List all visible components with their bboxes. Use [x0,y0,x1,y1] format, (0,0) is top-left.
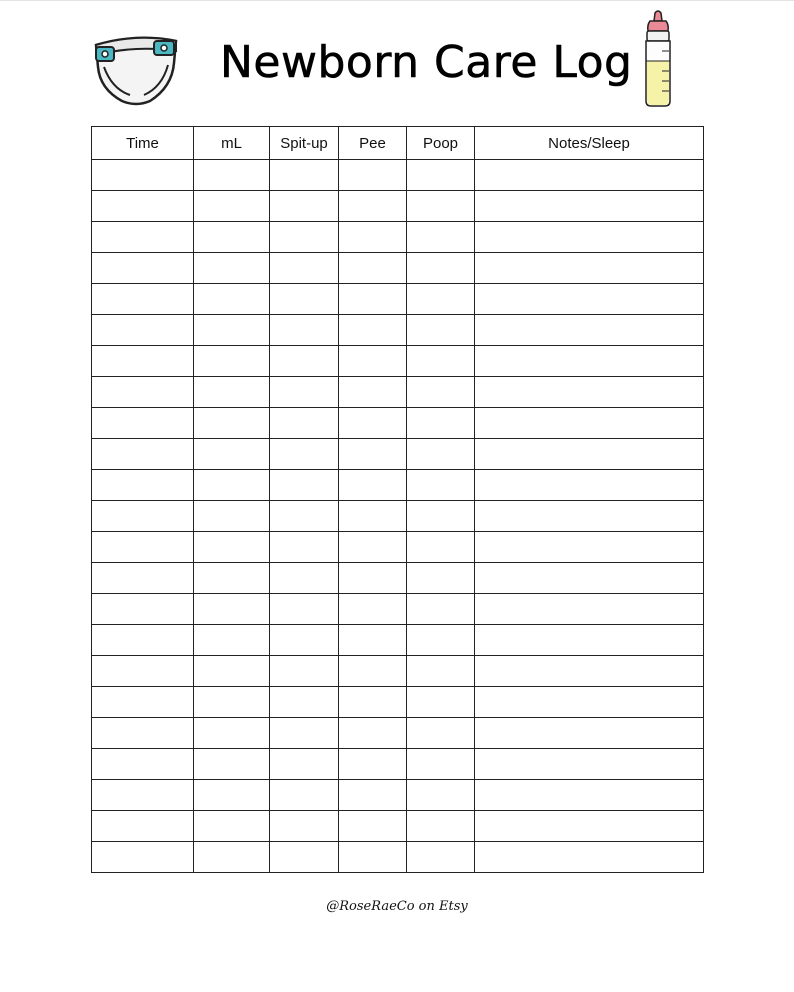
log-cell-poop[interactable] [407,408,475,439]
table-row [92,718,704,749]
log-cell-ml[interactable] [194,687,270,718]
log-cell-spit-up[interactable] [270,811,339,842]
log-cell-spit-up[interactable] [270,656,339,687]
log-cell-pee[interactable] [339,470,407,501]
log-cell-pee[interactable] [339,842,407,873]
log-cell-pee[interactable] [339,191,407,222]
table-row [92,222,704,253]
log-cell-ml[interactable] [194,532,270,563]
log-cell-poop[interactable] [407,749,475,780]
log-cell-ml[interactable] [194,315,270,346]
log-cell-poop[interactable] [407,253,475,284]
log-cell-poop[interactable] [407,718,475,749]
log-cell-pee[interactable] [339,408,407,439]
log-cell-spit-up[interactable] [270,284,339,315]
log-cell-notes-sleep[interactable] [475,718,704,749]
log-cell-poop[interactable] [407,346,475,377]
log-cell-notes-sleep[interactable] [475,377,704,408]
log-cell-time[interactable] [92,315,194,346]
log-cell-spit-up[interactable] [270,842,339,873]
log-cell-pee[interactable] [339,377,407,408]
table-row [92,315,704,346]
log-cell-time[interactable] [92,160,194,191]
log-cell-time[interactable] [92,563,194,594]
log-cell-pee[interactable] [339,811,407,842]
log-cell-time[interactable] [92,501,194,532]
log-cell-ml[interactable] [194,563,270,594]
table-row [92,811,704,842]
table-row [92,532,704,563]
table-row [92,656,704,687]
log-cell-poop[interactable] [407,532,475,563]
column-header-poop: Poop [407,127,475,160]
log-cell-notes-sleep[interactable] [475,501,704,532]
log-cell-pee[interactable] [339,749,407,780]
log-cell-spit-up[interactable] [270,470,339,501]
log-cell-poop[interactable] [407,191,475,222]
log-cell-ml[interactable] [194,594,270,625]
column-header-time: Time [92,127,194,160]
log-cell-ml[interactable] [194,439,270,470]
log-cell-ml[interactable] [194,470,270,501]
log-cell-notes-sleep[interactable] [475,253,704,284]
log-cell-ml[interactable] [194,222,270,253]
log-cell-ml[interactable] [194,625,270,656]
log-cell-notes-sleep[interactable] [475,284,704,315]
log-cell-pee[interactable] [339,284,407,315]
log-cell-pee[interactable] [339,687,407,718]
table-row [92,687,704,718]
log-cell-time[interactable] [92,594,194,625]
log-cell-poop[interactable] [407,656,475,687]
log-cell-poop[interactable] [407,160,475,191]
log-cell-poop[interactable] [407,811,475,842]
log-cell-poop[interactable] [407,625,475,656]
log-cell-pee[interactable] [339,718,407,749]
log-cell-time[interactable] [92,749,194,780]
log-cell-pee[interactable] [339,501,407,532]
log-cell-spit-up[interactable] [270,594,339,625]
log-cell-spit-up[interactable] [270,501,339,532]
log-cell-ml[interactable] [194,749,270,780]
log-cell-ml[interactable] [194,811,270,842]
log-cell-time[interactable] [92,656,194,687]
log-cell-spit-up[interactable] [270,408,339,439]
log-cell-time[interactable] [92,191,194,222]
log-cell-spit-up[interactable] [270,377,339,408]
log-cell-time[interactable] [92,470,194,501]
column-header-pee: Pee [339,127,407,160]
log-cell-spit-up[interactable] [270,749,339,780]
table-row [92,470,704,501]
table-row [92,377,704,408]
column-header-ml: mL [194,127,270,160]
log-cell-time[interactable] [92,718,194,749]
log-cell-ml[interactable] [194,284,270,315]
table-row [92,749,704,780]
log-cell-notes-sleep[interactable] [475,594,704,625]
log-cell-poop[interactable] [407,594,475,625]
table-row [92,842,704,873]
log-cell-spit-up[interactable] [270,222,339,253]
log-cell-spit-up[interactable] [270,532,339,563]
log-cell-notes-sleep[interactable] [475,780,704,811]
table-row [92,563,704,594]
table-row [92,191,704,222]
log-cell-spit-up[interactable] [270,625,339,656]
log-cell-notes-sleep[interactable] [475,191,704,222]
table-row [92,346,704,377]
log-cell-ml[interactable] [194,253,270,284]
log-cell-pee[interactable] [339,253,407,284]
log-cell-notes-sleep[interactable] [475,532,704,563]
log-cell-spit-up[interactable] [270,346,339,377]
log-cell-ml[interactable] [194,377,270,408]
log-cell-time[interactable] [92,842,194,873]
log-cell-notes-sleep[interactable] [475,408,704,439]
log-cell-ml[interactable] [194,160,270,191]
log-cell-notes-sleep[interactable] [475,470,704,501]
log-cell-pee[interactable] [339,780,407,811]
log-cell-time[interactable] [92,811,194,842]
log-cell-notes-sleep[interactable] [475,160,704,191]
log-cell-pee[interactable] [339,346,407,377]
column-header-notes-sleep: Notes/Sleep [475,127,704,160]
log-cell-pee[interactable] [339,160,407,191]
table-row [92,408,704,439]
log-cell-poop[interactable] [407,377,475,408]
log-cell-spit-up[interactable] [270,718,339,749]
log-cell-time[interactable] [92,222,194,253]
table-header-row [92,127,704,160]
log-cell-ml[interactable] [194,408,270,439]
column-header-spit-up: Spit-up [270,127,339,160]
table-row [92,501,704,532]
log-cell-notes-sleep[interactable] [475,811,704,842]
log-cell-pee[interactable] [339,439,407,470]
log-cell-poop[interactable] [407,842,475,873]
table-row [92,625,704,656]
log-cell-notes-sleep[interactable] [475,749,704,780]
log-cell-spit-up[interactable] [270,191,339,222]
log-cell-ml[interactable] [194,780,270,811]
log-cell-time[interactable] [92,687,194,718]
log-cell-time[interactable] [92,532,194,563]
table-row [92,594,704,625]
log-cell-notes-sleep[interactable] [475,625,704,656]
log-cell-poop[interactable] [407,780,475,811]
log-cell-spit-up[interactable] [270,253,339,284]
table-row [92,780,704,811]
footer-credit: @RoseRaeCo on Etsy [326,899,468,914]
log-cell-time[interactable] [92,253,194,284]
log-cell-ml[interactable] [194,718,270,749]
log-cell-poop[interactable] [407,687,475,718]
log-cell-notes-sleep[interactable] [475,346,704,377]
log-cell-poop[interactable] [407,470,475,501]
log-cell-spit-up[interactable] [270,563,339,594]
log-cell-spit-up[interactable] [270,160,339,191]
log-cell-pee[interactable] [339,222,407,253]
log-cell-poop[interactable] [407,501,475,532]
log-cell-time[interactable] [92,625,194,656]
log-cell-spit-up[interactable] [270,780,339,811]
log-cell-spit-up[interactable] [270,315,339,346]
table-row [92,284,704,315]
log-cell-notes-sleep[interactable] [475,315,704,346]
care-log-table [91,126,704,873]
log-cell-notes-sleep[interactable] [475,842,704,873]
log-cell-pee[interactable] [339,656,407,687]
log-cell-time[interactable] [92,377,194,408]
diaper-icon [90,27,182,107]
page-title: Newborn Care Log [220,37,633,88]
table-row [92,160,704,191]
log-cell-poop[interactable] [407,439,475,470]
log-cell-pee[interactable] [339,532,407,563]
log-cell-ml[interactable] [194,842,270,873]
log-cell-pee[interactable] [339,315,407,346]
log-cell-ml[interactable] [194,191,270,222]
log-cell-time[interactable] [92,346,194,377]
log-cell-poop[interactable] [407,284,475,315]
log-cell-notes-sleep[interactable] [475,563,704,594]
log-cell-poop[interactable] [407,315,475,346]
log-cell-spit-up[interactable] [270,687,339,718]
log-cell-ml[interactable] [194,656,270,687]
log-cell-notes-sleep[interactable] [475,222,704,253]
table-row [92,439,704,470]
log-cell-pee[interactable] [339,625,407,656]
table-row [92,253,704,284]
log-cell-ml[interactable] [194,346,270,377]
log-cell-pee[interactable] [339,594,407,625]
log-cell-poop[interactable] [407,563,475,594]
log-cell-notes-sleep[interactable] [475,656,704,687]
table-body [92,160,704,873]
log-cell-time[interactable] [92,780,194,811]
log-cell-notes-sleep[interactable] [475,687,704,718]
log-cell-pee[interactable] [339,563,407,594]
log-cell-ml[interactable] [194,501,270,532]
log-cell-time[interactable] [92,284,194,315]
log-cell-notes-sleep[interactable] [475,439,704,470]
log-cell-time[interactable] [92,408,194,439]
baby-bottle-icon [638,9,678,109]
log-cell-spit-up[interactable] [270,439,339,470]
log-cell-poop[interactable] [407,222,475,253]
log-cell-time[interactable] [92,439,194,470]
